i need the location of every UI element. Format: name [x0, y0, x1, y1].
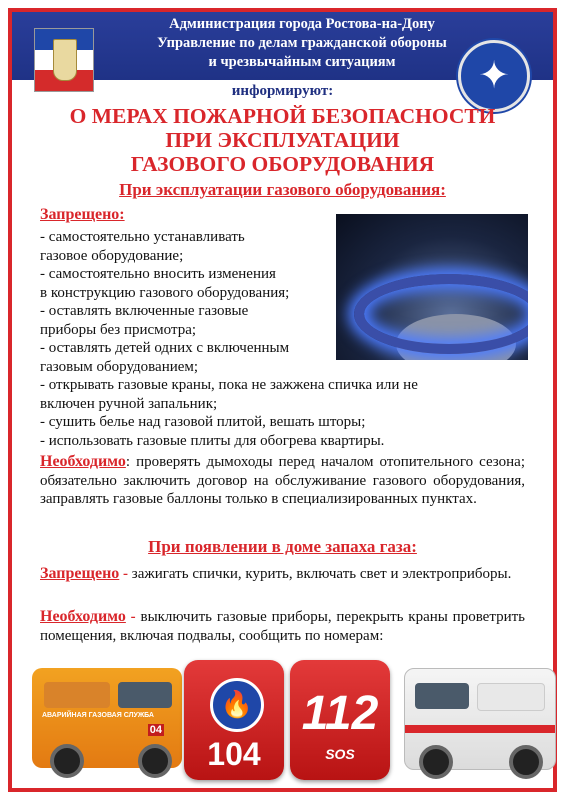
flame-icon: 🔥	[210, 678, 264, 732]
list-item: - открывать газовые краны, пока не зажжена спичка или не	[40, 377, 418, 393]
section2-forbidden-text: зажигать спички, курить, включать свет и электроприборы.	[131, 566, 512, 582]
section2-forbidden-label: Запрещено	[40, 565, 120, 582]
section1-heading: При эксплуатации газового оборудования:	[119, 180, 446, 199]
list-item: - оставлять включенные газовые	[40, 303, 249, 319]
section2-heading: При появлении в доме запаха газа:	[148, 537, 417, 556]
section1-necessary-label: Необходимо	[40, 453, 126, 470]
gas-service-van-image: АВАРИЙНАЯ ГАЗОВАЯ СЛУЖБА 04	[32, 668, 182, 768]
list-item: - использовать газовые плиты для обогрева квартиры.	[40, 432, 385, 449]
list-item: в конструкцию газового оборудования;	[40, 284, 290, 301]
header-line-3: и чрезвычайным ситуациям	[208, 54, 396, 70]
civil-defense-emblem-icon: ✦	[458, 40, 530, 112]
emergency-numbers-area	[12, 650, 553, 790]
header-line-1: Администрация города Ростова-на-Дону	[169, 16, 435, 32]
list-item: - сушить белье над газовой плитой, вешать шторы;	[40, 414, 366, 430]
number-112-tile	[290, 660, 390, 780]
header-line-2: Управление по делам гражданской обороны	[157, 35, 447, 51]
number-104: 104	[207, 736, 261, 772]
list-item: - самостоятельно устанавливать	[40, 229, 245, 245]
sos-label: SOS	[325, 746, 355, 762]
number-104-tile	[184, 660, 284, 780]
list-item: - самостоятельно вносить изменения	[40, 266, 276, 282]
title-line-3: ГАЗОВОГО ОБОРУДОВАНИЯ	[130, 152, 435, 176]
section1-forbidden-label: Запрещено:	[40, 206, 125, 223]
title-line-1: О МЕРАХ ПОЖАРНОЙ БЕЗОПАСНОСТИ	[69, 104, 496, 128]
section1-necessary-text: : проверять дымоходы перед началом отопительного сезона; обязательно заключить договор на обслуживание газового оборудования, заправлять газовые баллоны только в специализированных пунктах.	[40, 454, 525, 507]
number-112: 112	[301, 687, 379, 740]
informs-label: информируют:	[231, 83, 334, 99]
list-item: включен ручной запальник;	[40, 395, 218, 412]
section2-necessary: Необходимо - выключить газовые приборы, перекрыть краны проветрить помещения, включая подвалы, сообщить по номерам:	[40, 608, 526, 644]
list-item: газовое оборудование;	[40, 247, 184, 264]
page-title	[12, 104, 553, 176]
list-item: газовым оборудованием;	[40, 358, 199, 375]
list-item: - оставлять детей одних с включенным	[40, 340, 290, 356]
title-line-2: ПРИ ЭКСПЛУАТАЦИИ	[165, 128, 400, 152]
section2-necessary-text: выключить газовые приборы, перекрыть краны проветрить помещения, включая подвалы, сообщить по номерам:	[40, 609, 526, 644]
section1-forbidden-list	[40, 228, 525, 450]
section1-necessary	[40, 453, 525, 509]
section2-forbidden: Запрещено - зажигать спички, курить, включать свет и электроприборы.	[40, 565, 512, 582]
section2-necessary-label: Необходимо	[40, 608, 126, 625]
list-item: приборы без присмотра;	[40, 321, 197, 338]
emergency-van-image	[404, 668, 556, 770]
